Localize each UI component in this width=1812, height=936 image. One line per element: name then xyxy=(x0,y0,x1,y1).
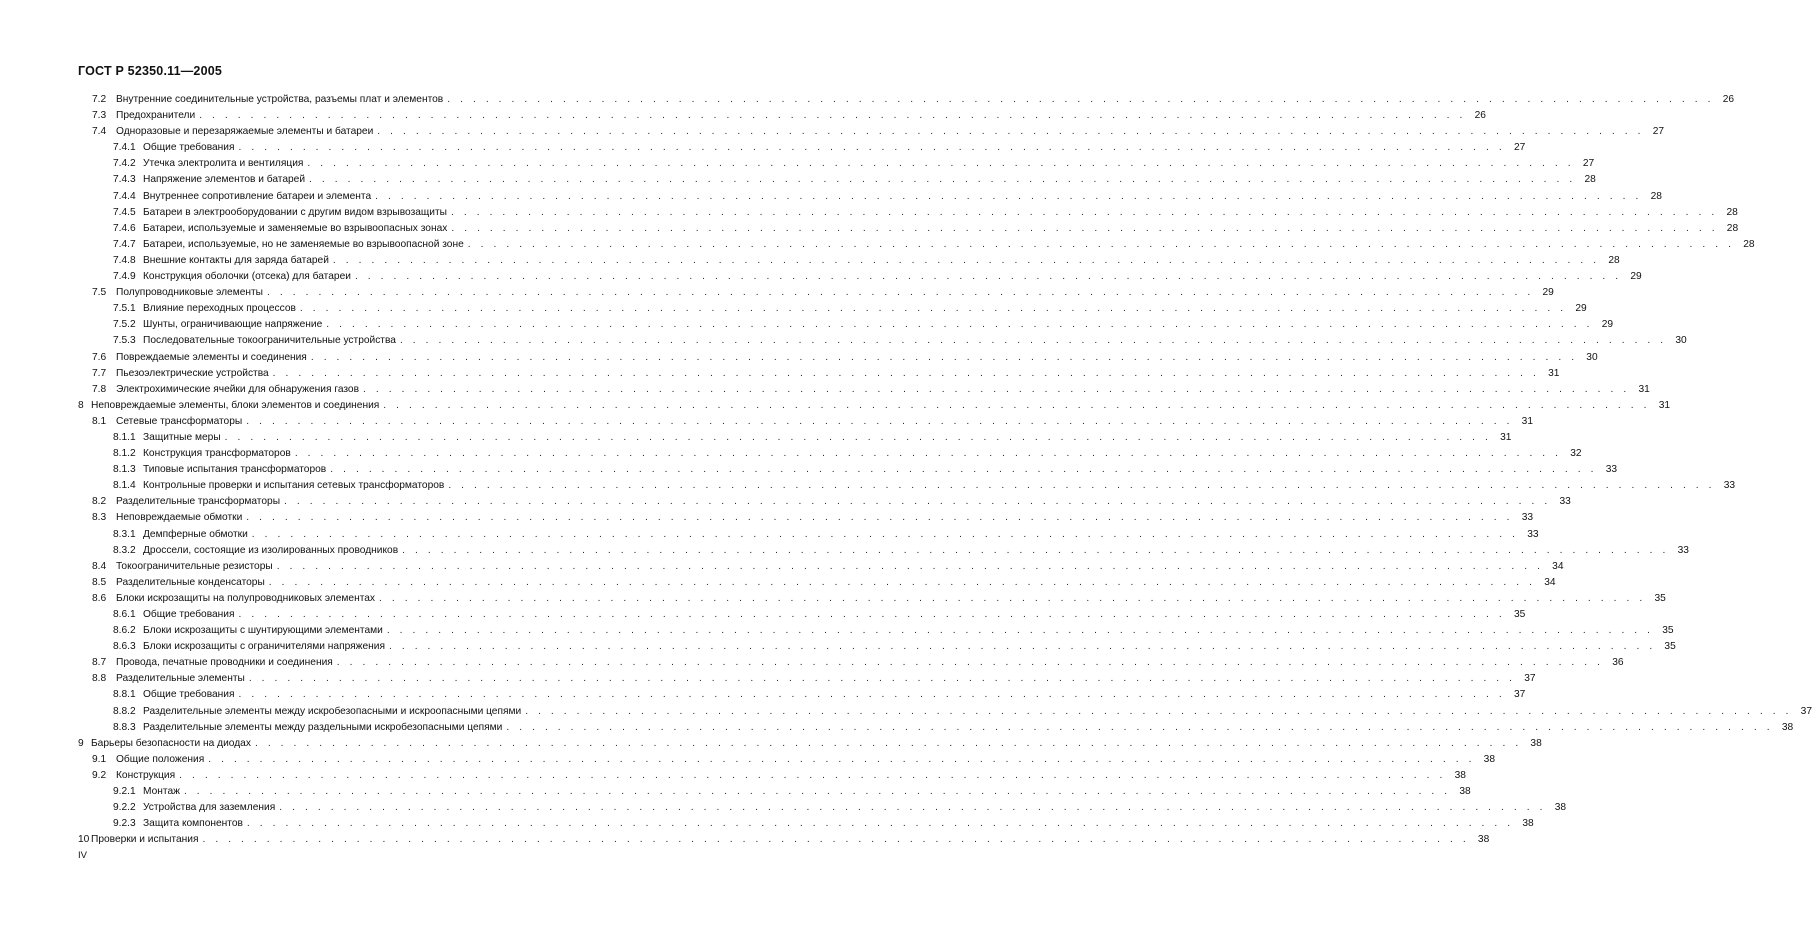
toc-entry-number: 8.3 xyxy=(92,512,107,524)
toc-entry-number: 8.1.1 xyxy=(113,431,136,443)
toc-entry xyxy=(78,478,1736,494)
toc-entry-number: 7.5.1 xyxy=(113,303,136,315)
toc-entry-title: Батареи, используемые, но не заменяемые во взрывоопасной зоне xyxy=(143,238,464,250)
toc-entry-number: 8.1.3 xyxy=(113,464,136,476)
toc-entry-title: Защитные меры xyxy=(143,431,221,443)
dot-leader xyxy=(311,350,1578,366)
dot-leader xyxy=(389,639,1656,655)
toc-entry-number: 8.6.3 xyxy=(113,641,136,653)
toc-entry xyxy=(78,559,1564,575)
page-number: IV xyxy=(78,850,87,861)
toc-entry-title: Провода, печатные проводники и соединения xyxy=(116,657,333,669)
toc-entry-title: Разделительные конденсаторы xyxy=(116,576,265,588)
toc-entry-page: 32 xyxy=(1570,448,1582,460)
toc-entry-page: 28 xyxy=(1726,206,1738,218)
toc-entry-title: Токоограничительные резисторы xyxy=(116,560,273,572)
toc-entry xyxy=(78,704,1812,720)
toc-entry xyxy=(78,269,1642,285)
toc-entry xyxy=(78,301,1587,317)
toc-entry-title: Общие требования xyxy=(143,689,235,701)
toc-entry-page: 33 xyxy=(1527,528,1539,540)
toc-entry-title: Пьезоэлектрические устройства xyxy=(116,367,269,379)
toc-entry-title: Утечка электролита и вентиляция xyxy=(143,158,304,170)
toc-entry-title: Конструкция оболочки (отсека) для батареи xyxy=(143,271,351,283)
dot-leader xyxy=(255,736,1522,752)
toc-entry-page: 28 xyxy=(1584,174,1596,186)
toc-entry-page: 38 xyxy=(1530,737,1542,749)
dot-leader xyxy=(249,671,1516,687)
toc-entry-number: 7.4.3 xyxy=(113,174,136,186)
toc-entry xyxy=(78,237,1755,253)
toc-entry-page: 33 xyxy=(1677,544,1689,556)
toc-entry-title: Разделительные трансформаторы xyxy=(116,496,281,508)
toc-entry xyxy=(78,591,1666,607)
toc-entry-title: Конструкция xyxy=(116,769,176,781)
dot-leader xyxy=(309,172,1576,188)
toc-entry-page: 38 xyxy=(1483,753,1496,765)
toc-entry-page: 26 xyxy=(1474,110,1486,122)
toc-entry-number: 8.8.3 xyxy=(113,721,136,733)
toc-entry-number: 7.4.1 xyxy=(113,142,136,154)
toc-entry-number: 8.5 xyxy=(92,576,107,588)
toc-entry-number: 8.6.2 xyxy=(113,625,136,637)
toc-entry xyxy=(78,527,1539,543)
toc-entry xyxy=(78,253,1620,269)
toc-entry xyxy=(78,575,1556,591)
toc-entry-title: Внутреннее сопротивление батареи и элемента xyxy=(143,190,372,202)
toc-entry-number: 7.4.2 xyxy=(113,158,136,170)
toc-entry-page: 28 xyxy=(1726,222,1739,234)
toc-entry-number: 7.4.7 xyxy=(113,238,136,250)
toc-entry-title: Сетевые трансформаторы xyxy=(116,415,243,427)
toc-entry xyxy=(78,366,1560,382)
document-header: ГОСТ Р 52350.11—2005 xyxy=(78,64,223,78)
dot-leader xyxy=(300,301,1567,317)
toc-entry-page: 38 xyxy=(1477,834,1490,846)
toc-entry xyxy=(78,510,1534,526)
toc-entry xyxy=(78,543,1689,559)
toc-entry-number: 8.1 xyxy=(92,415,107,427)
toc-entry-title: Монтаж xyxy=(143,786,180,798)
dot-leader xyxy=(307,156,1574,172)
toc-entry-page: 38 xyxy=(1522,818,1534,830)
dot-leader xyxy=(269,575,1536,591)
dot-leader xyxy=(402,543,1669,559)
toc-entry xyxy=(78,172,1596,188)
toc-entry-page: 27 xyxy=(1513,142,1526,154)
toc-entry xyxy=(78,752,1496,768)
toc-entry xyxy=(78,623,1674,639)
toc-entry-number: 10 xyxy=(78,834,90,846)
toc-entry xyxy=(78,285,1554,301)
toc-entry-number: 8.4 xyxy=(92,560,107,572)
toc-entry-number: 7.4.8 xyxy=(113,254,136,266)
toc-entry-title: Дроссели, состоящие из изолированных проводников xyxy=(143,544,399,556)
toc-entry-title: Последовательные токоограничительные устройства xyxy=(143,335,396,347)
toc-entry-page: 29 xyxy=(1630,271,1642,283)
toc-entry-title: Батареи в электрооборудовании с другим видом взрывозащиты xyxy=(143,206,447,218)
dot-leader xyxy=(267,285,1534,301)
toc-entry-page: 35 xyxy=(1513,609,1526,620)
toc-entry-title: Общие требования xyxy=(143,142,235,154)
toc-entry-number: 9 xyxy=(78,737,84,749)
toc-entry-number: 7.5.2 xyxy=(113,319,136,331)
toc-entry-number: 7.4.4 xyxy=(113,190,136,202)
toc-entry-title: Электрохимические ячейки для обнаружения газов xyxy=(116,383,360,395)
toc-entry-title: Влияние переходных процессов xyxy=(143,303,296,315)
toc-entry-title: Проверки и испытания xyxy=(91,834,199,846)
toc-entry-page: 34 xyxy=(1544,576,1556,588)
dot-leader xyxy=(179,768,1446,784)
toc-entry xyxy=(78,446,1582,462)
toc-entry xyxy=(78,800,1567,816)
toc-entry-page: 35 xyxy=(1662,625,1674,637)
dot-leader xyxy=(330,462,1597,478)
dot-leader xyxy=(363,382,1630,398)
toc-entry xyxy=(78,784,1471,800)
dot-leader xyxy=(252,527,1519,543)
toc-entry xyxy=(78,221,1739,237)
toc-entry-title: Шунты, ограничивающие напряжение xyxy=(143,319,323,331)
toc-entry-number: 7.5.3 xyxy=(113,335,136,347)
toc-entry-title: Предохранители xyxy=(116,110,196,122)
toc-entry xyxy=(78,720,1794,736)
toc-entry-page: 30 xyxy=(1675,335,1687,347)
toc-entry-title: Общие требования xyxy=(143,609,235,620)
toc-entry-title: Общие положения xyxy=(116,753,205,765)
dot-leader xyxy=(451,221,1718,237)
toc-entry-title: Барьеры безопасности на диодах xyxy=(91,737,251,749)
toc-entry-number: 7.4.5 xyxy=(113,206,136,218)
dot-leader xyxy=(400,333,1667,349)
toc-entry-title: Блоки искрозащиты с ограничителями напряжения xyxy=(143,641,385,653)
toc-entry-title: Внешние контакты для заряда батарей xyxy=(143,254,329,266)
toc-entry-number: 7.3 xyxy=(92,110,107,122)
toc-entry xyxy=(78,639,1676,655)
dot-leader xyxy=(375,189,1642,205)
dot-leader xyxy=(333,253,1600,269)
toc-entry-page: 33 xyxy=(1521,512,1534,524)
toc-entry-number: 7.8 xyxy=(92,383,107,395)
toc-entry-number: 7.4.6 xyxy=(113,222,136,234)
toc-entry-title: Устройства для заземления xyxy=(143,802,276,814)
dot-leader xyxy=(239,687,1506,703)
toc-entry xyxy=(78,108,1486,124)
toc-entry-title: Батареи, используемые и заменяемые во взрывоопасных зонах xyxy=(143,222,448,234)
toc-entry xyxy=(78,687,1526,703)
toc-entry xyxy=(78,92,1735,108)
toc-entry xyxy=(78,333,1687,349)
toc-entry xyxy=(78,140,1526,156)
toc-entry-page: 30 xyxy=(1586,351,1598,363)
dot-leader xyxy=(246,414,1513,430)
toc-entry-page: 27 xyxy=(1652,126,1665,138)
toc-entry xyxy=(78,189,1662,205)
toc-entry-number: 7.5 xyxy=(92,287,107,299)
toc-entry-title: Блоки искрозащиты с шунтирующими элементами xyxy=(143,625,383,637)
toc-entry-page: 33 xyxy=(1605,464,1618,476)
toc-entry xyxy=(78,655,1624,671)
toc-entry-number: 8.3.2 xyxy=(113,544,136,556)
toc-entry-title: Разделительные элементы между искробезопасными и искроопасными цепями xyxy=(143,705,522,717)
toc-entry-number: 7.6 xyxy=(92,351,107,363)
toc-entry-number: 7.4 xyxy=(92,126,107,138)
dot-leader xyxy=(277,559,1544,575)
toc-entry-page: 37 xyxy=(1524,673,1536,685)
toc-entry-number: 8.8 xyxy=(92,673,107,685)
toc-entry-title: Неповреждаемые обмотки xyxy=(116,512,243,524)
toc-entry-title: Одноразовые и перезаряжаемые элементы и батареи xyxy=(116,126,374,138)
toc-entry-title: Разделительные элементы между раздельными искробезопасными цепями xyxy=(143,721,503,733)
toc-entry-page: 33 xyxy=(1559,496,1571,508)
dot-leader xyxy=(239,140,1506,156)
dot-leader xyxy=(225,430,1492,446)
toc-entry xyxy=(78,430,1512,446)
toc-entry-page: 38 xyxy=(1454,769,1466,781)
toc-entry-page: 31 xyxy=(1500,431,1512,443)
dot-leader xyxy=(247,816,1514,832)
toc-entry-number: 8.8.1 xyxy=(113,689,136,701)
toc-entry-page: 38 xyxy=(1781,721,1794,733)
toc-entry-title: Повреждаемые элементы и соединения xyxy=(116,351,307,363)
toc-entry-title: Полупроводниковые элементы xyxy=(116,287,263,299)
toc-entry-title: Защита компонентов xyxy=(143,818,243,830)
dot-leader xyxy=(279,800,1546,816)
dot-leader xyxy=(202,832,1469,848)
toc-entry xyxy=(78,124,1665,140)
toc-entry xyxy=(78,382,1650,398)
toc-entry-title: Типовые испытания трансформаторов xyxy=(143,464,327,476)
toc-entry-title: Внутренние соединительные устройства, разъемы плат и элементов xyxy=(116,94,444,105)
toc-entry-number: 8.6.1 xyxy=(113,609,136,620)
toc-entry-page: 33 xyxy=(1723,480,1736,492)
table-of-contents xyxy=(78,92,1812,848)
dot-leader xyxy=(326,317,1593,333)
toc-entry-number: 8.1.4 xyxy=(113,480,136,492)
toc-entry xyxy=(78,398,1671,414)
toc-entry-page: 35 xyxy=(1654,592,1666,604)
toc-entry-number: 8.8.2 xyxy=(113,705,136,717)
toc-entry xyxy=(78,494,1571,510)
toc-entry-title: Неповреждаемые элементы, блоки элементов и соединения xyxy=(91,399,380,411)
toc-entry-page: 28 xyxy=(1608,254,1620,266)
toc-entry xyxy=(78,671,1536,687)
toc-entry-number: 8.1.2 xyxy=(113,448,136,460)
toc-entry-number: 7.2 xyxy=(92,94,107,105)
toc-entry xyxy=(78,816,1534,832)
toc-entry-title: Блоки искрозащиты на полупроводниковых элементах xyxy=(116,592,376,604)
dot-leader xyxy=(199,108,1466,124)
toc-entry-page: 37 xyxy=(1800,705,1812,717)
toc-entry xyxy=(78,607,1526,623)
toc-entry xyxy=(78,414,1534,430)
dot-leader xyxy=(383,398,1650,414)
dot-leader xyxy=(468,237,1735,253)
toc-entry-number: 8.2 xyxy=(92,496,107,508)
toc-entry-page: 28 xyxy=(1650,190,1662,202)
toc-entry-number: 7.7 xyxy=(92,367,107,379)
toc-entry-page: 36 xyxy=(1612,657,1624,669)
dot-leader xyxy=(379,591,1646,607)
dot-leader xyxy=(246,510,1513,526)
toc-entry-page: 38 xyxy=(1459,786,1471,798)
toc-entry-title: Контрольные проверки и испытания сетевых трансформаторов xyxy=(143,480,445,492)
dot-leader xyxy=(284,494,1551,510)
dot-leader xyxy=(387,623,1654,639)
toc-entry-title: Напряжение элементов и батарей xyxy=(143,174,306,186)
toc-entry-page: 31 xyxy=(1521,415,1534,427)
toc-entry xyxy=(78,205,1738,221)
toc-entry xyxy=(78,350,1598,366)
toc-entry-number: 9.2.2 xyxy=(113,802,136,814)
toc-entry-title: Разделительные элементы xyxy=(116,673,245,685)
toc-entry xyxy=(78,317,1614,333)
toc-entry-number: 8.6 xyxy=(92,592,107,604)
toc-entry-page: 27 xyxy=(1582,158,1595,170)
dot-leader xyxy=(337,655,1604,671)
dot-leader xyxy=(273,366,1540,382)
toc-entry-number: 8.7 xyxy=(92,657,107,669)
toc-entry xyxy=(78,156,1595,172)
dot-leader xyxy=(208,752,1475,768)
toc-entry-page: 31 xyxy=(1658,399,1671,411)
toc-entry-title: Конструкция трансформаторов xyxy=(143,448,291,460)
toc-entry-page: 38 xyxy=(1554,802,1567,814)
toc-entry xyxy=(78,736,1542,752)
dot-leader xyxy=(448,478,1715,494)
dot-leader xyxy=(525,704,1792,720)
toc-entry-number: 9.2 xyxy=(92,769,107,781)
dot-leader xyxy=(295,446,1562,462)
toc-entry-page: 28 xyxy=(1743,238,1755,250)
toc-entry xyxy=(78,768,1466,784)
dot-leader xyxy=(184,784,1451,800)
toc-entry xyxy=(78,832,1490,848)
toc-entry-number: 8.3.1 xyxy=(113,528,136,540)
toc-entry-number: 9.2.1 xyxy=(113,786,136,798)
toc-entry-page: 29 xyxy=(1575,303,1587,315)
toc-entry-page: 34 xyxy=(1552,560,1564,572)
toc-entry-page: 37 xyxy=(1513,689,1526,701)
dot-leader xyxy=(451,205,1718,221)
dot-leader xyxy=(377,124,1644,140)
toc-entry-number: 7.4.9 xyxy=(113,271,136,283)
toc-entry-title: Демпферные обмотки xyxy=(143,528,248,540)
toc-entry-page: 29 xyxy=(1601,319,1614,331)
dot-leader xyxy=(506,720,1773,736)
toc-entry-number: 8 xyxy=(78,399,84,411)
toc-entry-number: 9.1 xyxy=(92,753,107,765)
toc-entry-page: 31 xyxy=(1548,367,1560,379)
dot-leader xyxy=(447,92,1714,108)
toc-entry-page: 26 xyxy=(1722,94,1735,105)
dot-leader xyxy=(355,269,1622,285)
toc-entry-number: 9.2.3 xyxy=(113,818,136,830)
dot-leader xyxy=(239,607,1506,623)
toc-entry xyxy=(78,462,1618,478)
toc-entry-page: 35 xyxy=(1664,641,1676,653)
toc-entry-page: 29 xyxy=(1542,287,1554,299)
toc-entry-page: 31 xyxy=(1638,383,1650,395)
